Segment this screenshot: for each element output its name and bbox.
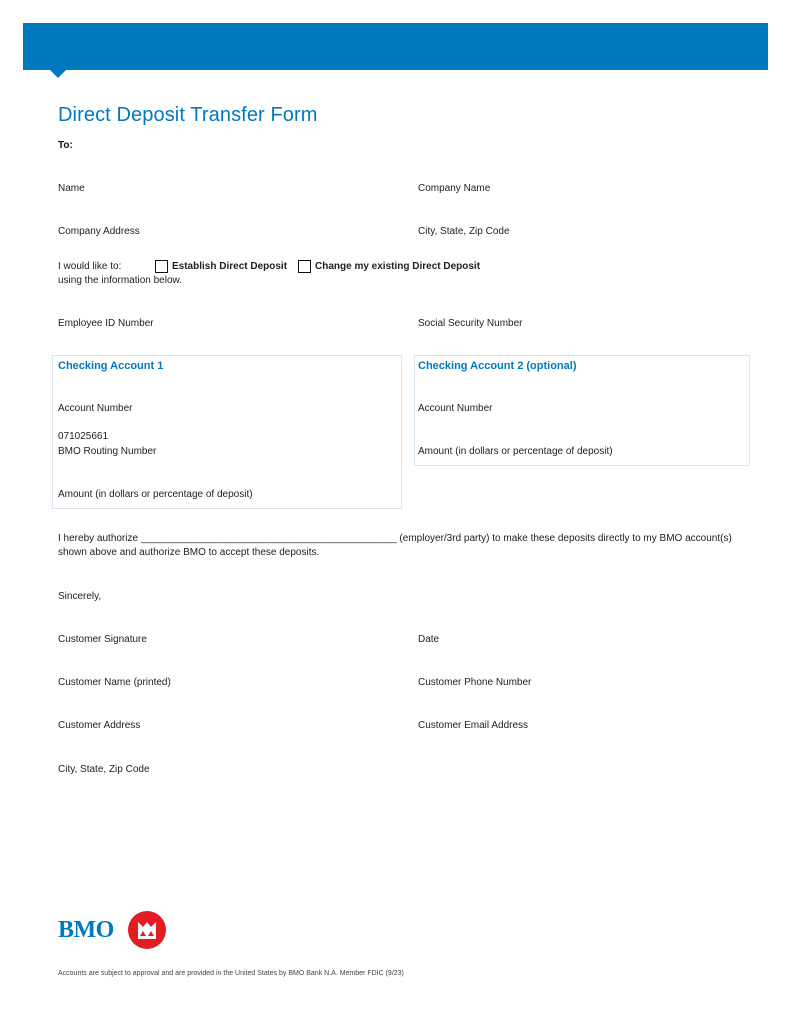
- bmo-m-bar-icon: [128, 911, 166, 949]
- date-field-label[interactable]: Date: [418, 634, 440, 645]
- change-direct-deposit-checkbox[interactable]: [298, 260, 311, 273]
- company-name-field-label[interactable]: Company Name: [418, 183, 491, 194]
- intent-suffix: using the information below.: [58, 275, 182, 286]
- header-banner: [23, 23, 768, 70]
- establish-direct-deposit-checkbox[interactable]: [155, 260, 168, 273]
- change-direct-deposit-label[interactable]: Change my existing Direct Deposit: [315, 261, 481, 272]
- checking-account-2-title: Checking Account 2 (optional): [418, 360, 577, 372]
- customer-address-field-label[interactable]: Customer Address: [58, 720, 141, 731]
- page-title: Direct Deposit Transfer Form: [58, 104, 318, 126]
- account-1-number-field-label[interactable]: Account Number: [58, 403, 133, 414]
- sincerely-text: Sincerely,: [58, 591, 102, 602]
- customer-email-field-label[interactable]: Customer Email Address: [418, 720, 529, 731]
- routing-number-label: BMO Routing Number: [58, 446, 157, 457]
- name-field-label[interactable]: Name: [58, 183, 85, 194]
- authorization-line-2: shown above and authorize BMO to accept these deposits.: [58, 547, 320, 558]
- authorization-line-1: I hereby authorize ______________________________________________ (employer/3rd party) to make these deposits directly to my BMO account(s): [58, 533, 732, 544]
- bmo-logo-text: BMO: [58, 917, 114, 943]
- account-2-amount-field-label[interactable]: Amount (in dollars or percentage of deposit): [418, 446, 613, 457]
- customer-city-state-zip-field-label[interactable]: City, State, Zip Code: [58, 764, 150, 775]
- account-2-number-field-label[interactable]: Account Number: [418, 403, 493, 414]
- footer-disclaimer: Accounts are subject to approval and are provided in the United States by BMO Bank N.A. Member FDIC (9/23): [58, 970, 404, 977]
- bmo-roundel-icon: [128, 911, 166, 949]
- employee-id-field-label[interactable]: Employee ID Number: [58, 318, 154, 329]
- banner-notch: [50, 70, 66, 78]
- establish-direct-deposit-label[interactable]: Establish Direct Deposit: [172, 261, 288, 272]
- routing-number-value: 071025661: [58, 431, 109, 442]
- checking-account-1-title: Checking Account 1: [58, 360, 164, 372]
- customer-name-printed-field-label[interactable]: Customer Name (printed): [58, 677, 171, 688]
- company-city-state-zip-field-label[interactable]: City, State, Zip Code: [418, 226, 510, 237]
- company-address-field-label[interactable]: Company Address: [58, 226, 140, 237]
- to-label: To:: [58, 140, 73, 151]
- ssn-field-label[interactable]: Social Security Number: [418, 318, 523, 329]
- intent-prefix: I would like to:: [58, 261, 122, 272]
- customer-phone-field-label[interactable]: Customer Phone Number: [418, 677, 532, 688]
- customer-signature-field-label[interactable]: Customer Signature: [58, 634, 147, 645]
- account-1-amount-field-label[interactable]: Amount (in dollars or percentage of deposit): [58, 489, 253, 500]
